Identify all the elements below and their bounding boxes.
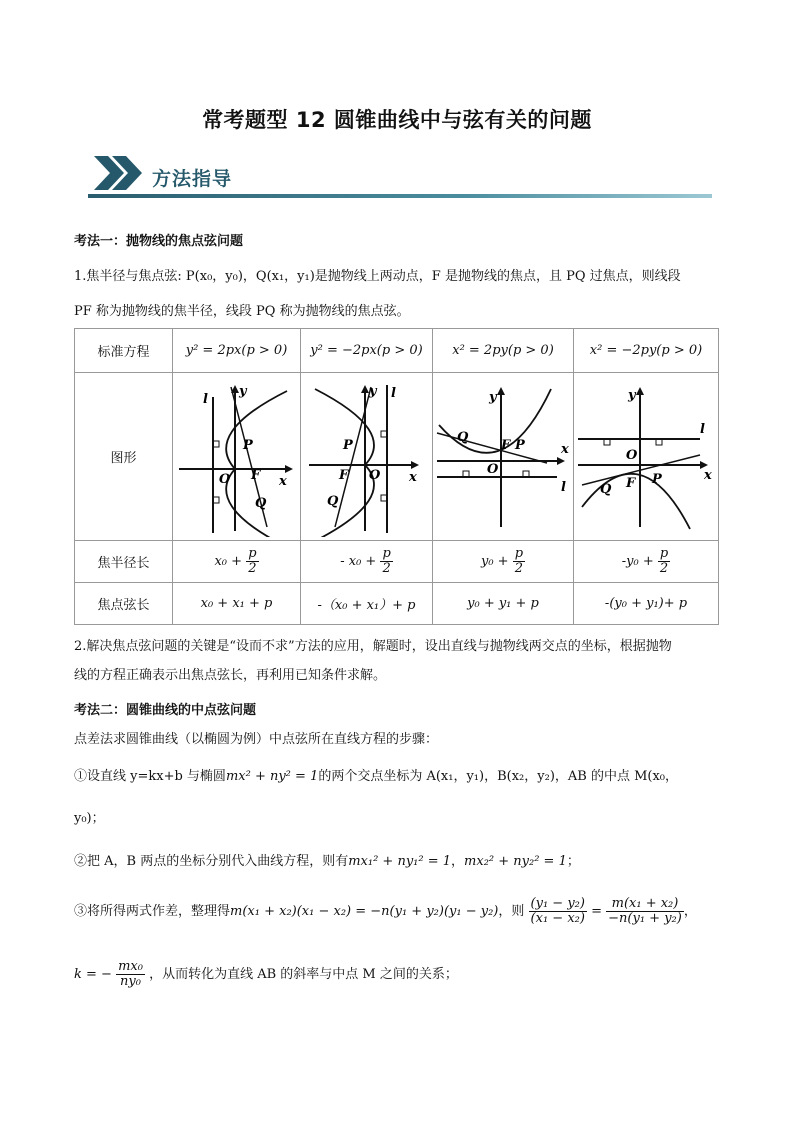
- row-header-equation: 标准方程: [75, 329, 173, 373]
- graph-cell: [433, 373, 574, 541]
- label-x: x: [704, 467, 712, 483]
- label-O: O: [368, 467, 380, 483]
- paragraph-2-line-1: 2.解决焦点弦问题的关键是“设而不求”方法的应用，解题时，设出直线与抛物线两交点的坐标，根据抛物: [74, 639, 672, 654]
- label-Q: Q: [254, 495, 266, 511]
- focal-chord-cell: x₀ + x₁ + p: [173, 583, 301, 625]
- parabola-graph-down: [576, 377, 716, 537]
- label-F: F: [501, 437, 511, 453]
- step-1: ①设直线 y=kx+b 与椭圆mx² + ny² = 1的两个交点坐标为 A(x₁，y₁)，B(x₂，y₂)，AB 的中点 M(x₀，: [74, 769, 679, 784]
- row-header-focal-chord: 焦点弦长: [75, 583, 173, 625]
- section-heading-2: 考法二：圆锥曲线的中点弦问题: [74, 703, 257, 718]
- focal-radius-cell: - x₀ + $\frac{p}{2}$: [301, 541, 433, 583]
- equation-cell: x² = 2py(p > 0): [433, 329, 574, 373]
- focal-radius-cell: y₀ + $\frac{p}{2}$: [433, 541, 574, 583]
- banner-label: 方法指导: [152, 168, 233, 190]
- row-header-graph: 图形: [75, 373, 173, 541]
- step-3: ③将所得两式作差，整理得m(x₁ + x₂)(x₁ − x₂) = −n(y₁ + y₂)(y₁ − y₂)，则 $\frac{\text{(y₁ − y₂)}}{\text{(x₁ − x₂)}}$ = $\frac{\text{m(x₁ + x₂)}}{\text{−n(y₁ + y₂)}}$ ，: [74, 896, 697, 926]
- label-F: F: [250, 467, 260, 483]
- label-l: l: [700, 421, 705, 437]
- label-x: x: [408, 469, 417, 485]
- label-O: O: [218, 471, 230, 487]
- label-Q: Q: [600, 481, 612, 497]
- label-P: P: [652, 471, 662, 487]
- focal-chord-cell: -(y₀ + y₁)+ p: [574, 583, 719, 625]
- label-y: y: [628, 387, 636, 403]
- graph-cell: [173, 373, 301, 541]
- intro-text: 点差法求圆锥曲线（以椭圆为例）中点弦所在直线方程的步骤：: [74, 732, 439, 747]
- label-l: l: [202, 391, 208, 407]
- label-y: y: [368, 383, 377, 399]
- label-P: P: [242, 437, 253, 453]
- label-P: P: [515, 437, 525, 453]
- focal-radius-cell: -y₀ + $\frac{p}{2}$: [574, 541, 719, 583]
- focal-radius-cell: x₀ + $\frac{p}{2}$: [173, 541, 301, 583]
- focal-chord-cell: -（x₀ + x₁）+ p: [301, 583, 433, 625]
- page-title: 常考题型 12 圆锥曲线中与弦有关的问题: [202, 108, 592, 132]
- graph-cell: [301, 373, 433, 541]
- label-y: y: [489, 389, 497, 405]
- label-F: F: [338, 467, 348, 483]
- parabola-graph-left: [305, 377, 429, 537]
- double-chevron-icon: [90, 154, 146, 192]
- label-Q: Q: [326, 493, 338, 509]
- label-O: O: [487, 461, 499, 477]
- equation-cell: y² = 2px(p > 0): [173, 329, 301, 373]
- label-l: l: [390, 385, 396, 401]
- paragraph-2-line-2: 线的方程正确表示出焦点弦长，再利用已知条件求解。: [74, 668, 387, 683]
- label-x: x: [278, 473, 287, 489]
- label-x: x: [561, 441, 569, 457]
- equation-cell: y² = −2px(p > 0): [301, 329, 433, 373]
- step-2: ②把 A，B 两点的坐标分别代入曲线方程，则有mx₁² + ny₁² = 1，mx₂² + ny₂² = 1；: [74, 854, 580, 869]
- parabola-graph-right: [175, 377, 299, 537]
- parabola-graph-up: [435, 377, 571, 537]
- label-O: O: [626, 447, 638, 463]
- label-Q: Q: [457, 429, 469, 445]
- step-1-line-2: y₀)；: [74, 811, 105, 826]
- focal-chord-cell: y₀ + y₁ + p: [433, 583, 574, 625]
- equation-cell: x² = −2py(p > 0): [574, 329, 719, 373]
- row-header-focal-radius: 焦半径长: [75, 541, 173, 583]
- label-l: l: [561, 479, 566, 495]
- graph-cell: [574, 373, 719, 541]
- banner-rule: [88, 194, 712, 198]
- step-4: k = − $\frac{\text{mx₀}}{\text{ny₀}}$ ，从而转化为直线 AB 的斜率与中点 M 之间的关系；: [74, 959, 458, 989]
- section-heading-1: 考法一：抛物线的焦点弦问题: [74, 234, 244, 249]
- parabola-table: [74, 328, 719, 625]
- label-y: y: [238, 383, 247, 399]
- section-banner: [88, 152, 712, 202]
- label-F: F: [626, 475, 636, 491]
- paragraph-1-line-2: PF 称为抛物线的焦半径，线段 PQ 称为抛物线的焦点弦。: [74, 304, 410, 319]
- paragraph-1-line-1: 1.焦半径与焦点弦: P(x₀，y₀)，Q(x₁，y₁)是抛物线上两动点，F 是抛物线的焦点，且 PQ 过焦点，则线段: [74, 269, 681, 284]
- label-P: P: [342, 437, 353, 453]
